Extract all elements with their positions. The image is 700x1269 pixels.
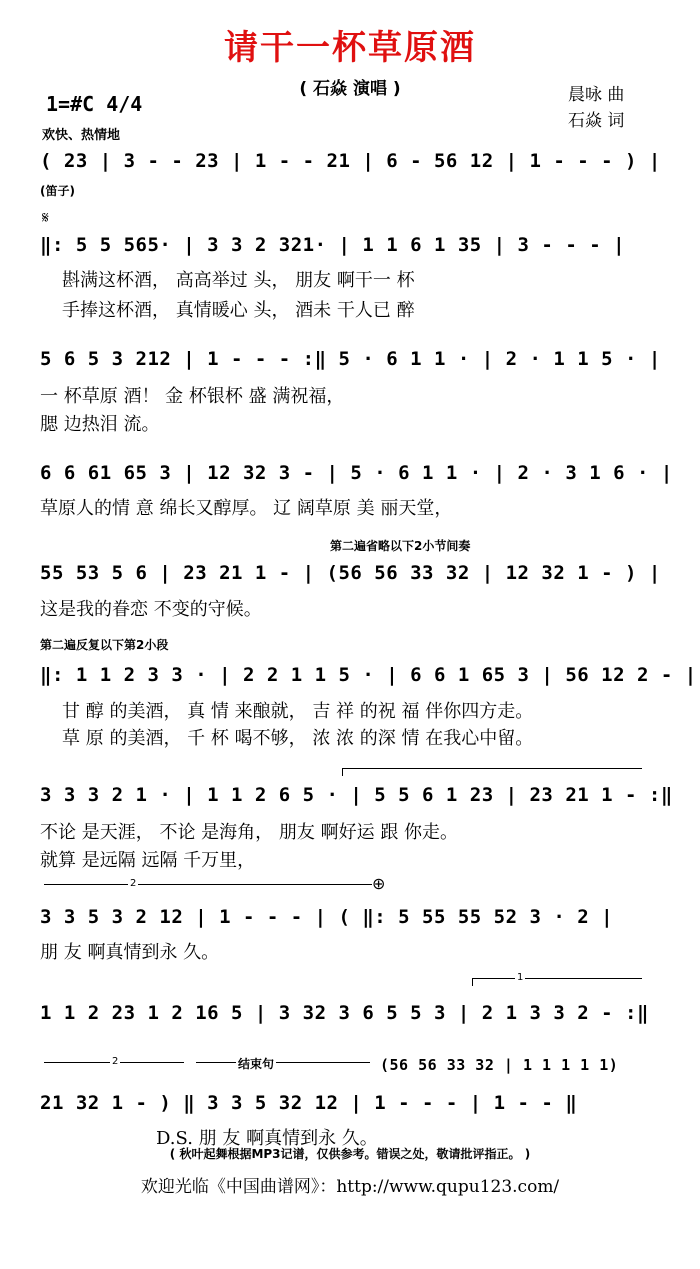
lyric-line-4a: 草原人的情 意 绵长又醇厚。 辽 阔草原 美 丽天堂， xyxy=(40,498,453,519)
interlude-note: 第二遍省略以下2小节间奏 xyxy=(330,539,471,553)
lyric-line-3b: 腮 边热泪 流。 xyxy=(40,414,160,435)
ending-bracket xyxy=(196,1062,370,1063)
ending-interlude: (56 56 33 32 | 1 1 1 1 1) xyxy=(380,1056,619,1074)
score-line-3: 5 6 5 3 212 | 1 - - - :‖ 5 · 6 1 1 · | 2 · 1 1 5 · | xyxy=(40,348,661,370)
score-line-2: ‖: 5 5 565· | 3 3 2 321· | 1 1 6 1 35 | 3 - - - | xyxy=(40,234,626,256)
lyric-line-2a: 斟满这杯酒， 高高举过 头， 朋友 啊干一 杯 xyxy=(62,270,415,291)
score-line-10: 21 32 1 - ) ‖ 3 3 5 32 12 | 1 - - - | 1 - - ‖ xyxy=(40,1092,578,1114)
score-line-7: 3 3 3 2 1 · | 1 1 2 6 5 · | 5 5 6 1 23 | 23 21 1 - :‖ xyxy=(40,784,673,806)
lyric-line-8a: 朋 友 啊真情到永 久。 xyxy=(40,942,220,963)
volta-1-bracket-end xyxy=(472,978,473,986)
lyric-line-5a: 这是我的眷恋 不变的守候。 xyxy=(40,599,262,620)
score-line-1: ( 23 | 3 - - 23 | 1 - - 21 | 6 - 56 12 | 1 - - - ) | xyxy=(40,150,661,172)
score-line-8: 3 3 5 3 2 12 | 1 - - - | ( ‖: 5 55 55 52 3 · 2 | xyxy=(40,906,614,928)
volta-bracket-end xyxy=(342,768,343,776)
transcriber-note: ( 秋叶起舞根据MP3记谱，仅供参考。错误之处，敬请批评指正。 ) xyxy=(169,1147,531,1161)
volta-2-label: 2 xyxy=(130,878,137,889)
lyric-line-6b: 草 原 的美酒， 千 杯 喝不够， 浓 浓 的深 情 在我心中留。 xyxy=(62,728,534,749)
score-line-4: 6 6 61 65 3 | 12 32 3 - | 5 · 6 1 1 · | 2 · 3 1 6 · | xyxy=(40,462,673,484)
score-line-5: 55 53 5 6 | 23 21 1 - | (56 56 33 32 | 12 32 1 - ) | xyxy=(40,562,661,584)
singer-credit: ( 石焱 演唱 ) xyxy=(299,79,401,99)
lyric-line-10a: D.S. 朋 友 啊真情到永 久。 xyxy=(156,1128,378,1149)
lyric-line-7a: 不论 是天涯， 不论 是海角， 朋友 啊好运 跟 你走。 xyxy=(40,822,459,843)
repeat-note: 第二遍反复以下第2小段 xyxy=(40,638,169,652)
lyric-line-6a: 甘 醇 的美酒， 真 情 来酿就， 吉 祥 的祝 福 伴你四方走。 xyxy=(62,701,534,722)
lyric-line-2b: 手捧这杯酒， 真情暖心 头， 酒未 干人已 醉 xyxy=(62,300,415,321)
volta-bracket xyxy=(342,768,642,769)
flute-label: (笛子) xyxy=(40,184,75,198)
segno-icon: 𝄋 xyxy=(42,208,49,227)
lyricist-credit: 石焱 词 xyxy=(568,111,625,131)
tempo-marking: 欢快、热情地 xyxy=(42,128,121,143)
site-credit: 欢迎光临《中国曲谱网》：http://www.qupu123.com/ xyxy=(140,1177,560,1197)
coda-icon: ⊕ xyxy=(372,874,386,893)
volta-1-label: 1 xyxy=(517,972,524,983)
volta-2-bracket xyxy=(44,884,372,885)
volta-1-bracket xyxy=(472,978,642,979)
key-signature: 1=#C 4/4 xyxy=(46,92,143,116)
lyric-line-3a: 一 杯草原 酒！ 金 杯银杯 盛 满祝福， xyxy=(40,386,345,407)
song-title: 请干一杯草原酒 xyxy=(224,28,476,68)
volta-2b-label: 2 xyxy=(112,1056,119,1067)
composer-credit: 晨咏 曲 xyxy=(568,85,625,105)
score-line-6: ‖: 1 1 2 3 3 · | 2 2 1 1 5 · | 6 6 1 65 3 | 56 12 2 - | xyxy=(40,664,697,686)
score-line-9: 1 1 2 23 1 2 16 5 | 3 32 3 6 5 5 3 | 2 1 3 3 2 - :‖ xyxy=(40,1002,649,1024)
ending-label: 结束句 xyxy=(238,1057,275,1071)
lyric-line-7b: 就算 是远隔 远隔 千万里， xyxy=(40,850,256,871)
